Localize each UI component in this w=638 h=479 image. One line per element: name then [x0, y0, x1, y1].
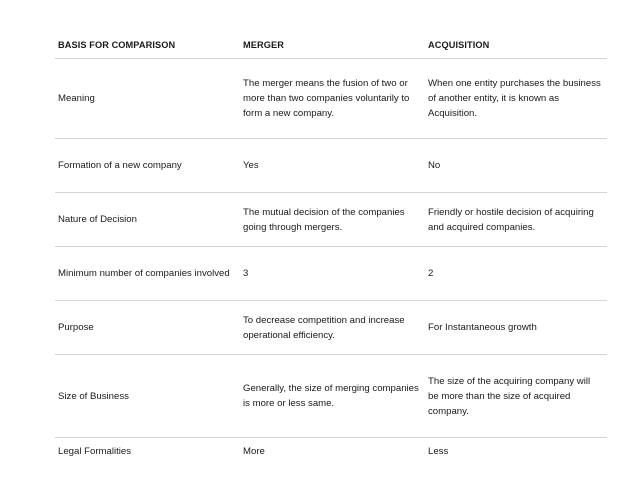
table-row-meaning [55, 59, 607, 139]
comparison-table [55, 32, 607, 465]
acquisition-cell: 2 [428, 268, 434, 279]
basis-cell: Purpose [58, 322, 94, 333]
acquisition-cell: Friendly or hostile decision of acquiring and acquired companies. [428, 206, 594, 233]
table-row-size-of-business [55, 355, 607, 438]
table-row-minimum-companies [55, 247, 607, 301]
acquisition-cell: Less [428, 446, 449, 457]
table-row-formation [55, 139, 607, 193]
basis-cell: Formation of a new company [58, 160, 182, 171]
table-header-row [55, 32, 607, 59]
merger-cell: Generally, the size of merging companies is more or less same. [243, 383, 419, 409]
merger-cell: Yes [243, 160, 259, 171]
table-row-nature-of-decision [55, 193, 607, 247]
merger-cell: The merger means the fusion of two or more than two companies voluntarily to form a new company. [243, 78, 410, 119]
basis-cell: Minimum number of companies involved [58, 268, 230, 279]
acquisition-cell: The size of the acquiring company will be more than the size of acquired company. [428, 375, 591, 417]
header-merger: MERGER [243, 39, 284, 50]
merger-cell: More [243, 446, 265, 457]
acquisition-cell: No [428, 160, 441, 171]
merger-cell: 3 [243, 268, 249, 279]
merger-cell: The mutual decision of the companies going through mergers. [243, 206, 405, 233]
basis-cell: Meaning [58, 93, 95, 104]
merger-cell: To decrease competition and increase operational efficiency. [243, 314, 405, 341]
basis-cell: Size of Business [58, 390, 129, 402]
acquisition-cell: For Instantaneous growth [428, 322, 537, 333]
table-row-purpose [55, 301, 607, 355]
basis-cell: Legal Formalities [58, 446, 132, 457]
header-acquisition: ACQUISITION [428, 39, 490, 50]
acquisition-cell: When one entity purchases the business of another entity, it is known as Acquisition. [428, 78, 601, 119]
table-row-legal-formalities [55, 438, 607, 465]
header-basis: BASIS FOR COMPARISON [58, 39, 176, 50]
basis-cell: Nature of Decision [58, 214, 137, 225]
